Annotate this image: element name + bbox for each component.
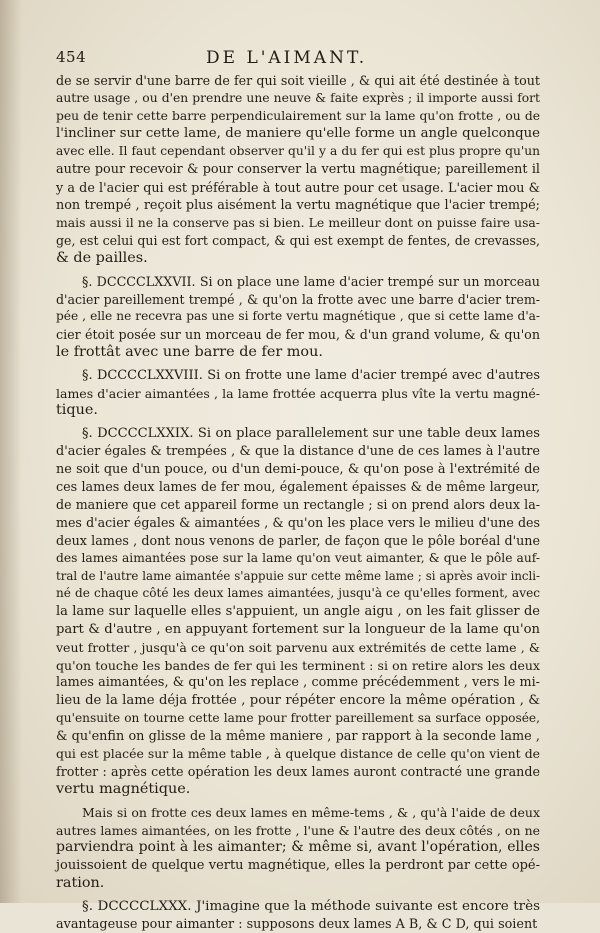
text-line: de se servir d'une barre de fer qui soit vieille , & qui ait été destinée à tout <box>56 73 540 88</box>
text-line: jouissoient de quelque vertu magnétique, elles la perdront par cette opé- <box>56 858 540 874</box>
running-title: DE L'AIMANT. <box>206 48 368 68</box>
text-line: d'acier pareillement trempé , & qu'on la frotte avec une barre d'acier trem- <box>56 291 540 307</box>
text-line: pée , elle ne recevra pas une si forte vertu magnétique , que si cette lame d'a- <box>56 309 540 324</box>
running-head <box>56 48 540 70</box>
text-line: frotter : après cette opération les deux lames auront contracté une grande <box>56 764 540 780</box>
text-line: lames aimantées, & qu'on les replace , comme précédemment , vers le mi- <box>56 675 540 691</box>
text-line: vertu magnétique. <box>56 781 191 798</box>
gutter-shadow <box>0 0 22 903</box>
text-line: peu de tenir cette barre perpendiculairement sur la lame qu'on frotte , ou de <box>56 108 540 123</box>
text-line: ces lames deux lames de fer mou, également épaisses & de même largeur, <box>56 479 540 495</box>
text-line: tral de l'autre lame aimantée s'appuie sur cette même lame ; si après avoir incli- <box>56 568 540 583</box>
text-line: §. DCCCCLXXIX. Si on place parallelement sur une table deux lames <box>82 426 540 442</box>
paragraph <box>56 273 540 362</box>
text-line: ge, est celui qui est fort compact, & qui est exempt de fentes, de crevasses, <box>56 233 540 249</box>
text-line: mais aussi il ne la conserve pas si bien. Le meilleur dont on puisse faire usa- <box>56 215 540 231</box>
text-line: né de chaque côté les deux lames aimantées, jusqu'à ce qu'elles forment, avec <box>56 586 540 601</box>
text-line: deux lames , dont nous venons de parler, de façon que le pôle boréal d'une <box>56 532 540 548</box>
text-line: autre pour recevoir & pour conserver la vertu magnétique; pareillement il <box>56 161 540 177</box>
paragraph <box>56 804 540 893</box>
page-text <box>56 48 540 933</box>
text-line: autres lames aimantées, on les frotte , l'une & l'autre des deux côtés , on ne <box>56 822 540 838</box>
text-line: & de pailles. <box>56 249 148 266</box>
text-line: veut frotter , jusqu'à ce qu'on soit parvenu aux extrémités de cette lame , & <box>56 639 540 655</box>
text-line: non trempé , reçoit plus aisément la vertu magnétique que l'acier trempé; <box>56 197 540 213</box>
text-line: ration. <box>56 875 105 892</box>
paragraph <box>56 425 540 799</box>
text-line: y a de l'acier qui est préférable à tout autre pour cet usage. L'acier mou & <box>56 179 540 195</box>
body-text <box>56 72 540 933</box>
text-line: ne soit que d'un pouce, ou d'un demi-pouce, & qu'on pose à l'extrémité de <box>56 461 540 477</box>
text-line: des lames aimantées pose sur la lame qu'on veut aimanter, & que le pôle auf- <box>56 550 540 565</box>
text-line: §. DCCCCLXXVII. Si on place une lame d'acier trempé sur un morceau <box>82 273 540 289</box>
text-line: tique. <box>56 402 98 419</box>
text-line: d'acier égales & trempées , & que la distance d'une de ces lames à l'autre <box>56 443 540 459</box>
text-line: parviendra point à les aimanter; & même si, avant l'opération, elles <box>56 839 540 856</box>
text-line: l'incliner sur cette lame, de maniere qu'elle forme un angle quelconque <box>56 126 540 142</box>
text-line: §. DCCCCLXXX. J'imagine que la méthode suivante est encore très <box>82 897 540 914</box>
text-line: avec elle. Il faut cependant observer qu'il y a du fer qui est plus propre qu'un <box>56 144 540 159</box>
paragraph <box>56 898 540 933</box>
text-line: avantageuse pour aimanter : supposons deux lames A B, & C D, qui soient <box>56 916 538 932</box>
text-line: part & d'autre , en appuyant fortement sur la longueur de la lame qu'on <box>56 621 540 637</box>
paragraph <box>56 72 540 268</box>
text-line: lieu de la lame déja frottée , pour répéter encore la même opération , & <box>56 693 540 709</box>
text-line: §. DCCCCLXXVIII. Si on frotte une lame d'acier trempé avec d'autres <box>82 367 540 383</box>
page-number: 454 <box>56 48 87 66</box>
text-line: qui est placée sur la même table , à quelque distance de celle qu'on vient de <box>56 746 540 762</box>
text-line: la lame sur laquelle elles s'appuient, un angle aigu , on les fait glisser de <box>56 604 540 620</box>
text-line: le frottât avec une barre de fer mou. <box>56 343 323 360</box>
text-line: de maniere que cet appareil forme un rectangle ; si on prend alors deux la- <box>56 497 540 513</box>
text-line: Mais si on frotte ces deux lames en même-tems , & , qu'à l'aide de deux <box>82 804 540 820</box>
text-line: qu'ensuite on tourne cette lame pour frotter pareillement sa surface opposée, <box>56 710 540 725</box>
text-line: lames d'acier aimantées , la lame frottée acquerra plus vîte la vertu magné- <box>56 385 540 401</box>
text-line: cier étoit posée sur un morceau de fer mou, & d'un grand volume, & qu'on <box>56 327 540 343</box>
text-line: & qu'enfin on glisse de la même maniere , par rapport à la seconde lame , <box>56 728 540 744</box>
text-line: autre usage , ou d'en prendre une neuve & faite exprès ; il importe aussi fort <box>56 90 540 105</box>
text-line: mes d'acier égales & aimantées , & qu'on les place vers le milieu d'une des <box>56 515 540 531</box>
text-line: qu'on touche les bandes de fer qui les terminent : si on retire alors les deux <box>56 657 540 673</box>
paragraph <box>56 367 540 420</box>
